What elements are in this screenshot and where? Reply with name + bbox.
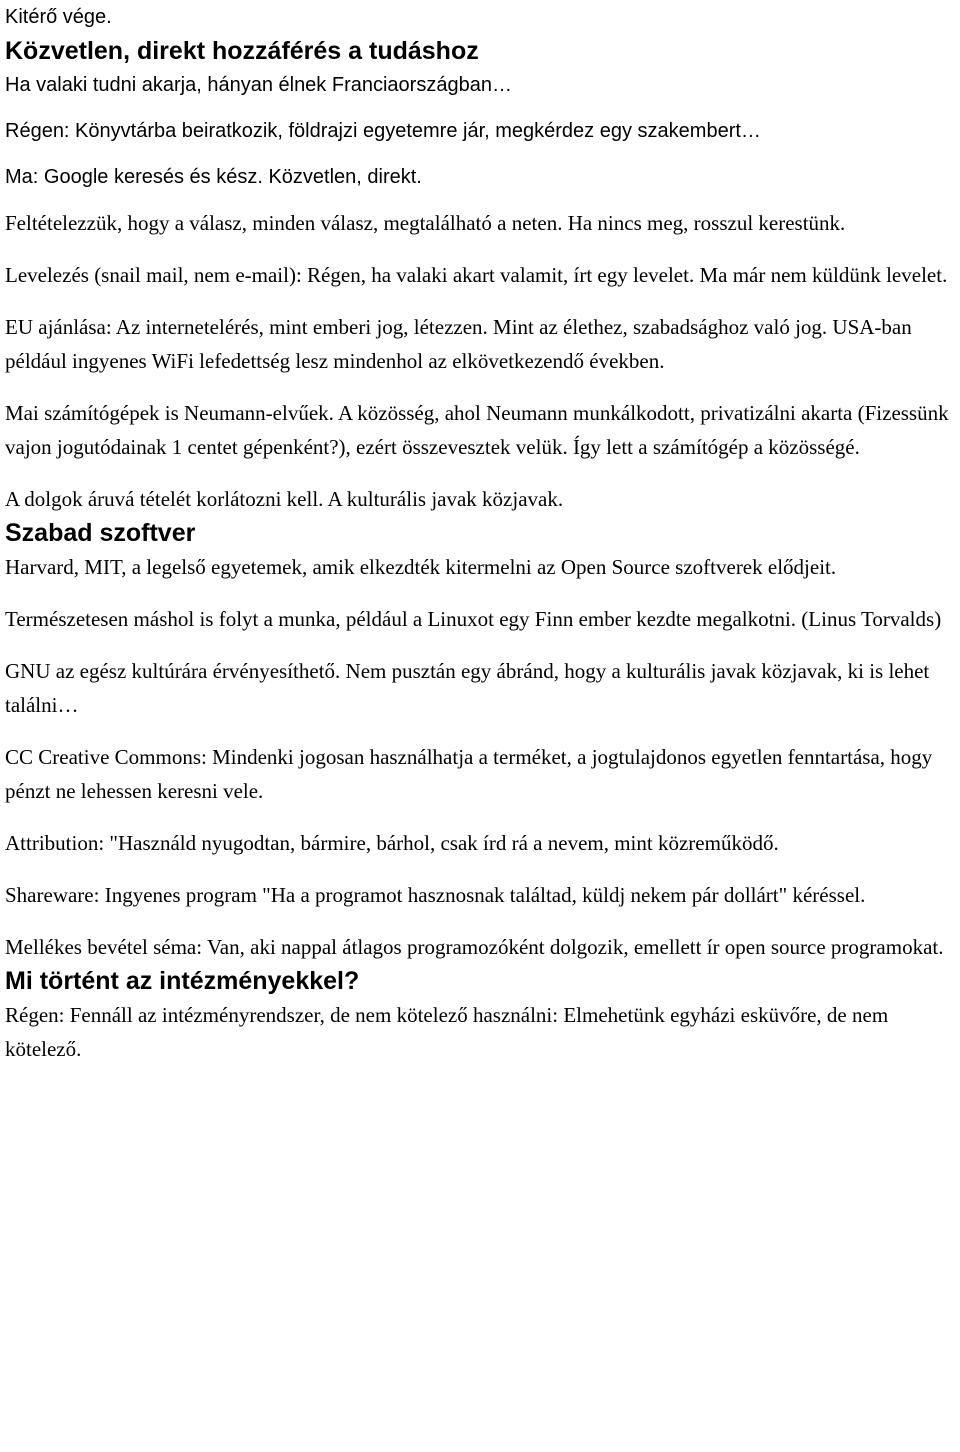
paragraph-shareware: Shareware: Ingyenes program "Ha a programot hasznosnak találtad, küldj nekem pár dollárt" kéréssel. xyxy=(5,883,866,907)
paragraph-eu-recommendation: EU ajánlása: Az internetelérés, mint emberi jog, létezzen. Mint az élethez, szabadsághoz való jog. USA-ban például ingyenes WiFi lefedettség lesz mindenhol az elkövetkezendő években. xyxy=(5,315,912,373)
intro-text: Ha valaki tudni akarja, hányan élnek Franciaországban… xyxy=(5,74,512,96)
paragraph-attribution: Attribution: "Használd nyugodtan, bármire, bárhol, csak írd rá a nevem, mint közreműködő. xyxy=(5,831,779,855)
paragraph-universities: Harvard, MIT, a legelső egyetemek, amik elkezdték kitermelni az Open Source szoftverek elődjeit. xyxy=(5,555,837,579)
paragraph-neumann: Mai számítógépek is Neumann-elvűek. A közösség, ahol Neumann munkálkodott, privatizálni akarta (Fizessünk vajon jogutódainak 1 centet gépenként?), ezért összevesztek velük. Így lett a számítógép a közösségé. xyxy=(5,401,949,459)
paragraph-commons: A dolgok áruvá tételét korlátozni kell. A kulturális javak közjavak. xyxy=(5,487,564,511)
paragraph-side-income: Mellékes bevétel séma: Van, aki nappal átlagos programozóként dolgozik, emellett ír open source programokat. xyxy=(5,935,944,959)
now-text: Ma: Google keresés és kész. Közvetlen, direkt. xyxy=(5,166,422,188)
paragraph-institution-system: Régen: Fennáll az intézményrendszer, de nem kötelező használni: Elmehetünk egyházi esküvőre, de nem kötelező. xyxy=(5,1003,889,1061)
heading-direct-access: Közvetlen, direkt hozzáférés a tudáshoz xyxy=(5,37,479,65)
paragraph-answers-online: Feltételezzük, hogy a válasz, minden válasz, megtalálható a neten. Ha nincs meg, rosszul kerestünk. xyxy=(5,211,846,235)
paragraph-gnu: GNU az egész kultúrára érvényesíthető. Nem pusztán egy ábránd, hogy a kulturális javak közjavak, ki is lehet találni… xyxy=(5,659,930,717)
past-text: Régen: Könyvtárba beiratkozik, földrajzi egyetemre jár, megkérdez egy szakembert… xyxy=(5,120,761,142)
lead-text: Kitérő vége. xyxy=(5,6,112,28)
paragraph-linux: Természetesen máshol is folyt a munka, például a Linuxot egy Finn ember kezdte megalkotni. (Linus Torvalds) xyxy=(5,607,942,631)
heading-institutions: Mi történt az intézményekkel? xyxy=(5,967,360,995)
heading-free-software: Szabad szoftver xyxy=(5,519,196,547)
paragraph-snail-mail: Levelezés (snail mail, nem e-mail): Régen, ha valaki akart valamit, írt egy levelet. Ma már nem küldünk levelet. xyxy=(5,263,948,287)
paragraph-creative-commons: CC Creative Commons: Mindenki jogosan használhatja a terméket, a jogtulajdonos egyetlen fenntartása, hogy pénzt ne lehessen keresni vele. xyxy=(5,745,933,803)
